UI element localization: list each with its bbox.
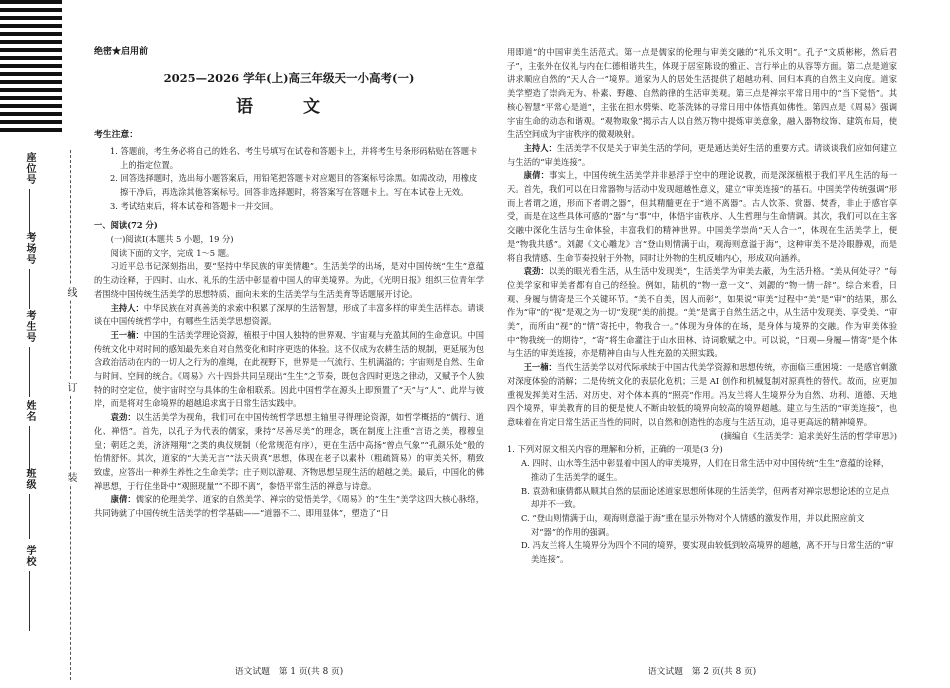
instruction: 阅读下面的文字，完成 1～5 题。 [110, 247, 235, 258]
paragraph-text: 事实上，中国传统生活美学并非悬浮于空中的理论说教，而是深深植根于我们平凡生活的每一天。首先，我们可以在日常器物与活动中发现超越性意义，建立“审美连接”的基石。中国美学传统强调“形而上者谓之道，形而下者谓之器”，但其精髓更在于“道不离器”。古人饮茶、赏器、焚香，非止于感官享受，而是在这些具体可感的“器”与“事”中，体悟宇宙秩序、人生哲理与生命情调。其次，我们可以在主客交融中深化生活与生命体验，丰富我们的精神世界。中国美学崇尚“天人合一”，体现在生活美学上，便是“物我共感”。刘勰《文心雕龙》言“登山则情满于山，观海则意溢于海”，这种审美不是冷眼静观，而是将自我情感、生命节奏投射于外物，同时让外物的生机反哺内心，形成双向涵养。 [507, 170, 897, 263]
paragraph [507, 46, 897, 142]
fold-char-xian: 线 [65, 287, 76, 297]
field-label: 班级 [24, 468, 35, 490]
binding-margin [0, 0, 90, 688]
field-student-id [22, 310, 37, 397]
speaker: 康倩： [110, 494, 136, 505]
paragraph [94, 329, 484, 411]
field-name [22, 400, 37, 471]
field-label: 考生号 [24, 310, 35, 343]
fold-line [70, 150, 71, 680]
paragraph-text: 中华民族在对真善美的求索中积累了深厚的生活智慧，形成了丰富多样的审美生活样态。请谈谈在中国传统哲学中，有哪些生活美学思想资源。 [94, 302, 484, 327]
option-d: D. 冯友兰将人生境界分为四个不同的境界，要实现由较低到较高境界的超越，离不开与日常生活的“审美连接”。 [521, 540, 894, 565]
paragraph-text: 儒家的伦理美学、道家的自然美学、禅宗的觉悟美学，《周易》的“生生”美学这四大核心脉络，共同铸就了中国传统生活美学的哲学基础——“道器不二、即用显体”，塑造了“日 [94, 494, 484, 519]
field-exam-room [22, 232, 37, 309]
option-b: B. 袁劲和康倩都从顺其自然的层面论述道家思想所体现的生活美学，但两者对禅宗思想论述的立足点却并不一致。 [521, 485, 890, 510]
option-a: A. 四时、山水等生活中彰显着中国人的审美境界，人们在日常生活中对中国传统“生生”意蕴的诠释，推动了生活美学的诞生。 [521, 458, 890, 482]
note-item: 3. 考试结束后，将本试卷和答题卡一并交回。 [110, 200, 279, 211]
field-school [22, 545, 37, 631]
paragraph-text: 习近平总书记深刻指出，要“坚持中华民族的审美情趣”。生活美学的出场，是对中国传统“生生”意蕴的生动诠释，于四时、山水、礼乐的生活中彰显着中国人的审美境界。为此，《光明日报》组织三位青年学者围绕中国传统生活美学的思想特质、面向未来的生活美学与生活美育等话题展开讨论。 [94, 261, 484, 299]
field-label: 考场号 [24, 232, 35, 265]
paragraph-text: 用即道”的中国审美生活范式。第一点是儒家的伦理与审美交融的“礼乐文明”。孔子“文质彬彬，然后君子”，主张外在仪礼与内在仁德相谐共生，体现于居室陈设的雅正、言行举止的从容等方面。第二点是道家讲求顺应自然的“天人合一”境界。道家为人的居处生活提供了超越功利、回归本真的自然主义向度。道家美学塑造了崇尚无为、朴素、野趣、自然韵律的生活审美观。第三点是禅宗平常日用中的“当下觉悟”。其核心智慧“平常心是道”，主张在担水劈柴、吃茶洗钵的寻常日用中体悟真如佛性。第四点是《周易》强调宇宙生命的动态和谐观。“观物取象”揭示古人以自然万物中提炼审美意象，融入器物纹饰、建筑布局，使生活空间成为宇宙秩序的微观映射。 [507, 47, 897, 140]
fold-char-zhuang: 装 [65, 472, 76, 482]
field-label: 姓名 [24, 400, 35, 422]
paragraph [507, 169, 897, 265]
page-1-footer: 语文试题 第 1 页(共 8 页) [234, 667, 344, 677]
page-2 [507, 46, 897, 567]
field-blank-line [29, 347, 30, 397]
paragraph [507, 265, 897, 361]
field-class [22, 468, 37, 539]
page-2-footer: 语文试题 第 2 页(共 8 页) [647, 667, 757, 677]
paragraph [94, 260, 484, 301]
speaker: 王一楠： [110, 329, 144, 340]
field-blank-line [29, 426, 30, 471]
note-item: 1. 答题前，考生务必将自己的姓名、考生号填写在试卷和答题卡上，并将考生号条形码粘贴在答题卡上的指定位置。 [110, 145, 478, 170]
fold-char-ding: 订 [65, 382, 76, 392]
note-item: 2. 回答选择题时，选出每小题答案后，用铅笔把答题卡对应题目的答案标号涂黑。如需改动，用橡皮擦干净后，再选涂其他答案标号。回答非选择题时，将答案写在答题卡上。写在本试卷上无效。 [110, 173, 478, 197]
paragraph [94, 302, 484, 329]
notes-title: 考生注意： [94, 130, 138, 141]
paragraph-text: 中国的生活美学理论资源，植根于中国人独特的世界观、宇宙观与充盈其间的生命意识。中国传统文化中对时间的感知最先来自对自然变化和时序更迭的体验。这不仅成为农耕生活的规制，更延展为包含政治活动在内的一切人之行为的准绳，在此视野下，世界是一气流行、生机满溢的；宇宙则是自然、生命与时间、空间的统合。《周易》六十四卦共同呈现出“生生”之节奏，既包含四时更迭之律动，又赋予个人独特的时空定位，使宇宙时空与具体的生命相联系。因此中国哲学在源头上即预置了“天”与“人”、此岸与彼岸，而是将对生命境界的超越追求寓于日常生活实践中。 [94, 329, 484, 409]
paragraph-text: 生活美学不仅是关于审美生活的学问，更是通达美好生活的重要方式。请谈谈我们应如何建立与生活的“审美连接”。 [507, 142, 897, 167]
paragraph-text: 当代生活美学以对代际承续于中国古代美学资源和思想传统，亦面临三重困境：一是感官刺激对深度体验的消解；二是传统文化的表层化危机；三是 AI 创作和机械复制对原真性的替代。故而，应更加重视发挥美对生活、对历史、对个体本真的“照亮”作用。冯友兰将人生境界分为自然、功利、道德、天地四个境界，审美教育的目的便是使人不断由较低的境界向较高的境界超越。建立与生活的“审美连接”，也意味着在肯定日常生活正当性的同时，以自然和创造性的态度与生活互动，追寻更高远的精神境界。 [507, 362, 897, 427]
field-blank-line [29, 189, 30, 234]
paragraph [507, 361, 897, 430]
field-label: 座位号 [24, 152, 35, 185]
option-c: C. “登山则情满于山，观海则意溢于海”重在显示外物对个人情感的激发作用，并以此照应前文对“器”的作用的强调。 [521, 512, 865, 537]
page-1 [94, 46, 484, 521]
speaker: 康倩： [523, 170, 550, 181]
paragraph-text: 以美的眼光看生活，从生活中发现美”，生活美学为审美去蔽，为生活升格。“美从何处寻？”每位美学家和审美者都有自己的经验。例如，陆机的“物一意一文”、刘勰的“物一情一辞”。综合来看，日观、身履与情寄是三个关键环节。“美不自美，因人而彰”，如果说“审美”过程中“美”是“审”的结果，那么作为“审”的“视”是观之为一切“发现”美的前提。“美”是寓于自然生活之中，从生活中发现美、享受美、“审美”，而所由“视”的“情”寄托中，物我合一。”体现为身体的在场，是身体与境界的交融。作为审美体验中“物我统一的期待”，“寄”将生命灌注于山水田林、诗词歌赋之中。可以说，“日观—身履—情寄”是个体与生活的审美连接，亦是精神自由与人性充盈的关照实践。 [507, 266, 897, 359]
field-seat-number [22, 152, 37, 234]
speaker: 袁劲： [523, 266, 549, 277]
paragraph [507, 142, 897, 169]
paragraph [94, 493, 484, 520]
binding-stripes [0, 0, 62, 135]
paragraph [94, 411, 484, 493]
question-1-stem: 1. 下列对原文相关内容的理解和分析，正确的一项是(3 分) [507, 444, 723, 455]
exam-title: 2025—2026 学年(上)高三年级天一小高考(一) [163, 70, 415, 85]
confidential-label: 绝密★启用前 [94, 47, 149, 57]
subject-title: 语 文 [236, 97, 342, 118]
section-title: 一、阅读(72 分) [94, 220, 158, 231]
source-citation: (摘编自《生活美学：追求美好生活的哲学审思》) [720, 430, 897, 441]
speaker: 王一楠： [523, 362, 557, 373]
speaker: 袁劲： [110, 412, 136, 423]
speaker: 主持人： [523, 142, 557, 153]
speaker: 主持人： [110, 302, 144, 313]
field-blank-line [29, 571, 30, 631]
field-blank-line [29, 269, 30, 309]
field-label: 学校 [24, 545, 35, 567]
subsection-title: (一)阅读Ⅰ(本题共 5 小题，19 分) [110, 234, 234, 245]
field-blank-line [29, 494, 30, 539]
paragraph-text: 以生活美学为视角，我们可在中国传统哲学思想主轴里寻得理论资源，如哲学概括的“儒行、道化、禅悟”。首先，以孔子为代表的儒家，秉持“尽善尽美”的理念，既在制度上注重“言语之美，穆穆皇皇；朝廷之美，济济翔翔”之类的典仪规制（伦常规范有序），更在生活中高扬“曾点气象”“孔颜乐处”般的怡情舒怀。其次，道家的“大美无言”“法天贵真”思想，体现在老子以素朴（粗疏简易）的审美关怀，精致致虚，应答出一种养生养性之生命美学；庄子则以游观、齐物思想呈现生活的超越之美。最后，中国化的佛禅思想，于行住坐卧中“观照现量”“不即不离”，参悟平常生活的禅意与诗意。 [94, 412, 484, 491]
